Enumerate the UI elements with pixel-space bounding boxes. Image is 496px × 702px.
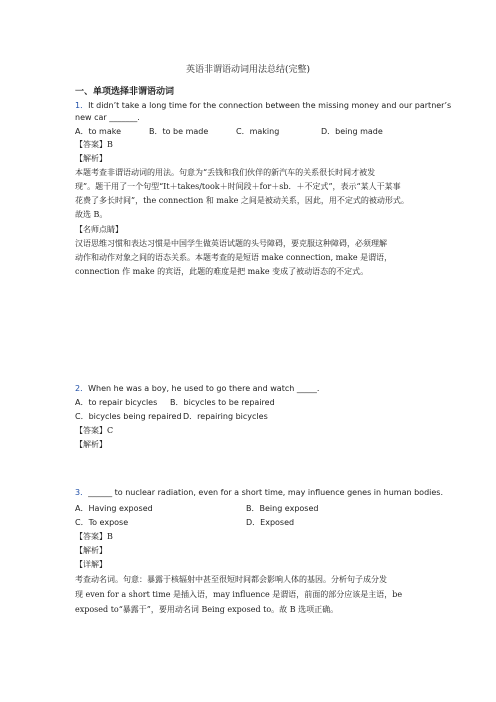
question-1-option-c: C．making [236,127,280,136]
question-2-option-d: D．repairing bicycles [183,412,268,421]
question-3-detail-line: 考查动名词。句意：暴露于核辐射中甚至很短时间都会影响人体的基因。分析句子成分发 [75,575,387,584]
page-title: 英语非谓语动词用法总结(完整) [185,65,311,75]
question-2-analysis-label: 【解析】 [75,440,107,449]
question-1-stem-line2: new car _______. [75,113,140,122]
question-1-analysis-line: 故选 B。 [75,210,108,219]
question-1-analysis-line: 花费了多长时间”，the connection 和 make 之间是被动关系，因此，用不定式的被动形式。 [75,196,409,205]
question-1-analysis-line: 现”。题干用了一个句型“It＋takes/took＋时间段＋for＋sb．＋不定式”，表示“某人干某事 [75,182,401,191]
question-1-teacher-line: 动作和动作对象之间的语态关系。本题考查的是短语 make connection, make 是谓语， [75,253,393,262]
question-3-option-c: C．To expose [75,518,129,527]
question-2-option-b: B．bicycles to be repaired [170,398,275,407]
question-3-detail-line: 现 even for a short time 是插入语，may influence 是谓语，前面的部分应该是主语，be [75,590,403,599]
question-1-teacher-label: 【名师点睛】 [75,225,123,234]
question-1-answer: 【答案】B [75,140,113,149]
question-1-analysis-line: 本题考查非谓语动词的用法。句意为“丢钱和我们伙伴的新汽车的关系很长时间才被发 [75,168,376,177]
question-3-number: 3． [75,488,89,497]
section-heading: 一、单项选择非谓语动词 [75,87,175,97]
question-3-option-a: A．Having exposed [75,504,153,513]
question-2-answer: 【答案】C [75,426,114,435]
question-1-number: 1． [75,101,89,110]
question-3-detail-label: 【详解】 [75,560,107,569]
question-1-option-d: D．being made [321,127,383,136]
question-1-analysis-label: 【解析】 [75,154,107,163]
question-1-option-b: B．to be made [149,127,209,136]
question-3-answer: 【答案】B [75,532,113,541]
question-3-analysis-label: 【解析】 [75,546,107,555]
question-1-option-a: A．to make [75,127,122,136]
question-3-stem: 3．______ to nuclear radiation, even for a short time, may influence genes in human bodies. [75,488,443,497]
question-1-teacher-line: 汉语思维习惯和表达习惯是中国学生做英语试题的头号障碍，要克服这种障碍，必须理解 [75,239,387,248]
question-2-stem: 2．When he was a boy, he used to go there and watch _____. [75,384,320,393]
question-2-option-a: A．to repair bicycles [75,398,158,407]
question-3-detail-line: exposed to“暴露于”，要用动名词 Being exposed to。故 B 选项正确。 [75,605,339,614]
question-3-option-b: B．Being exposed [246,504,319,513]
question-2-number: 2． [75,384,89,393]
question-1-teacher-line: connection 作 make 的宾语，此题的难度是把 make 变成了被动语态的不定式。 [75,267,369,276]
question-3-option-d: D．Exposed [246,518,295,527]
question-2-option-c: C．bicycles being repaired [75,412,182,421]
question-1-stem-line1: 1．It didn’t take a long time for the connection between the missing money and our partner’s [75,101,452,110]
